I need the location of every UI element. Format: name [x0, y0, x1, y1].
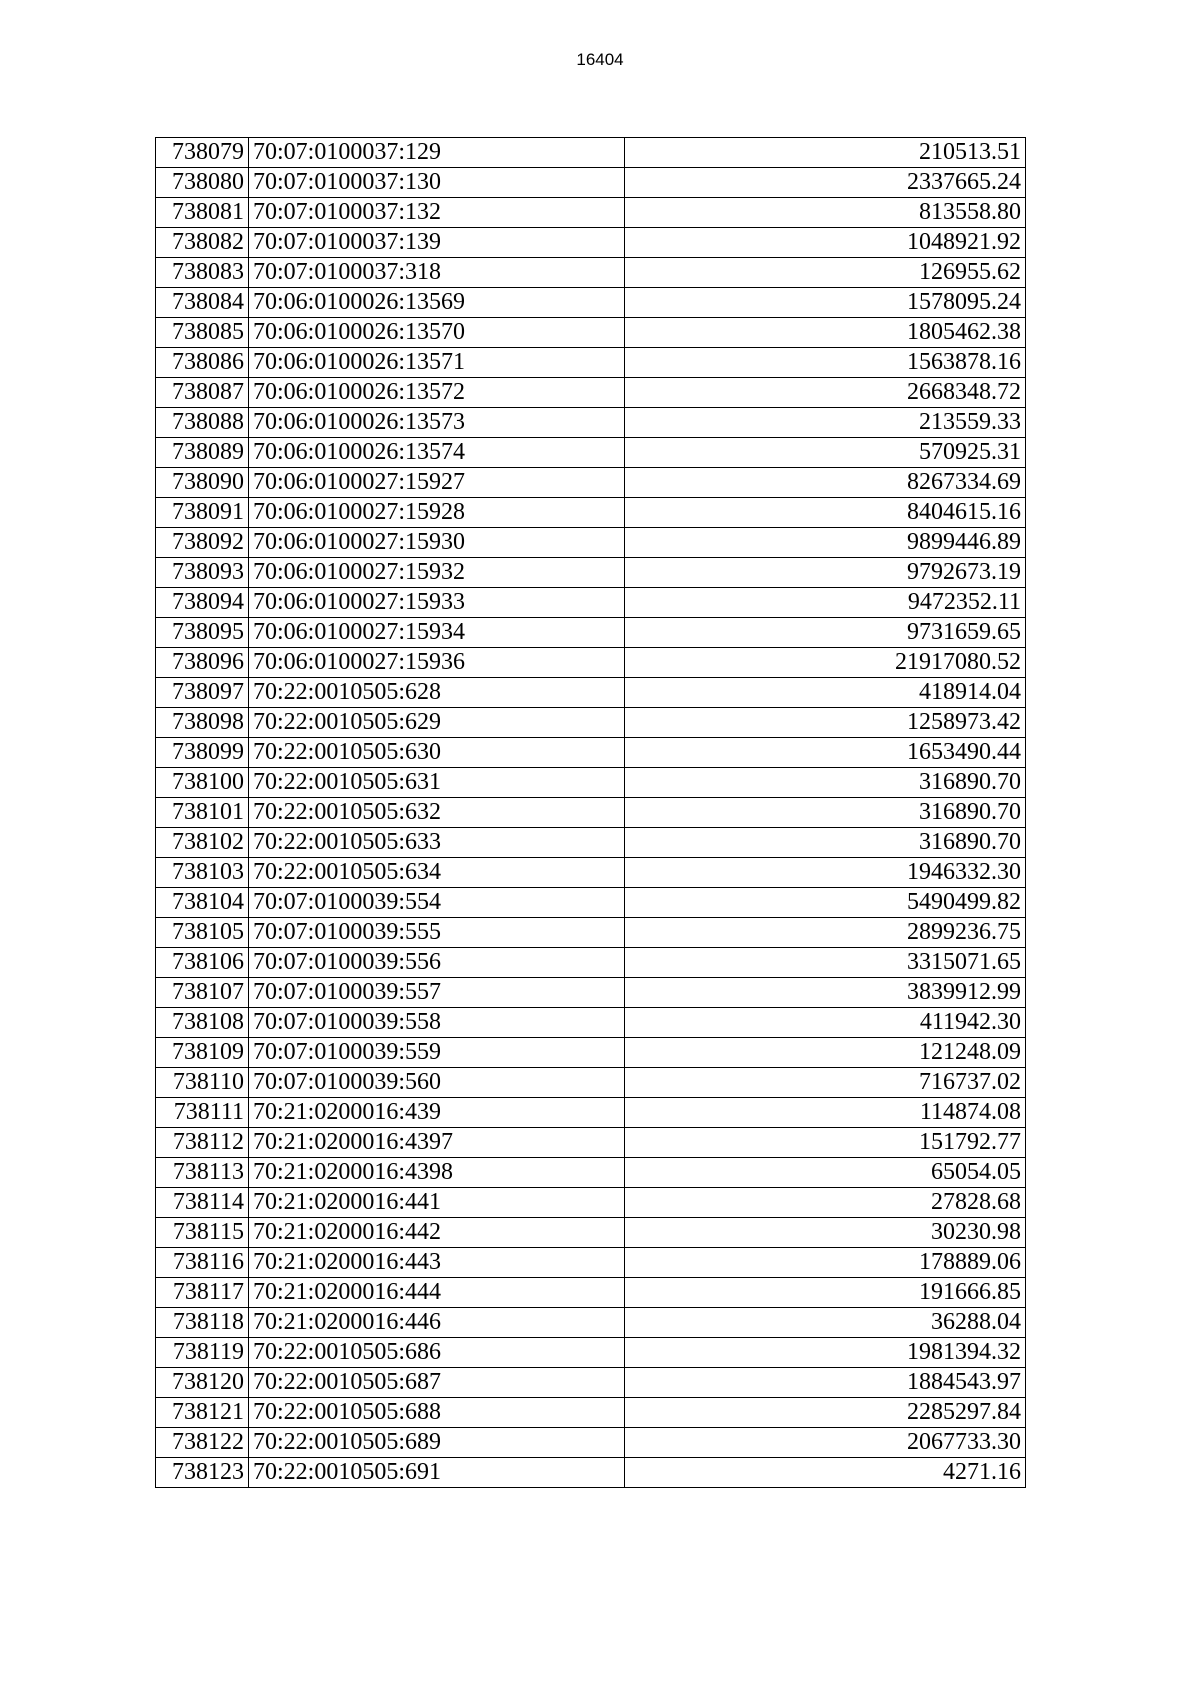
row-number-cell: 738123 [156, 1458, 249, 1488]
cadastral-number-cell: 70:06:0100027:15933 [249, 588, 625, 618]
table-row [156, 1248, 1026, 1278]
value-cell: 1805462.38 [625, 318, 1026, 348]
value-cell: 178889.06 [625, 1248, 1026, 1278]
row-number-cell: 738104 [156, 888, 249, 918]
row-number-cell: 738110 [156, 1068, 249, 1098]
table-row [156, 1218, 1026, 1248]
value-cell: 8267334.69 [625, 468, 1026, 498]
cadastral-number-cell: 70:06:0100026:13569 [249, 288, 625, 318]
page-number: 16404 [576, 50, 624, 69]
row-number-cell: 738099 [156, 738, 249, 768]
table-row [156, 1458, 1026, 1488]
cadastral-number-cell: 70:22:0010505:686 [249, 1338, 625, 1368]
row-number-cell: 738082 [156, 228, 249, 258]
value-cell: 9792673.19 [625, 558, 1026, 588]
value-cell: 4271.16 [625, 1458, 1026, 1488]
table-row [156, 1158, 1026, 1188]
row-number-cell: 738113 [156, 1158, 249, 1188]
value-cell: 418914.04 [625, 678, 1026, 708]
row-number-cell: 738112 [156, 1128, 249, 1158]
cadastral-number-cell: 70:22:0010505:691 [249, 1458, 625, 1488]
cadastral-value-table [155, 137, 1026, 1488]
value-cell: 1563878.16 [625, 348, 1026, 378]
value-cell: 2668348.72 [625, 378, 1026, 408]
cadastral-number-cell: 70:07:0100039:560 [249, 1068, 625, 1098]
table-row [156, 858, 1026, 888]
row-number-cell: 738084 [156, 288, 249, 318]
cadastral-number-cell: 70:06:0100027:15928 [249, 498, 625, 528]
table-row [156, 978, 1026, 1008]
table-row [156, 738, 1026, 768]
table-row [156, 678, 1026, 708]
value-cell: 3315071.65 [625, 948, 1026, 978]
table-row [156, 1128, 1026, 1158]
cadastral-number-cell: 70:22:0010505:631 [249, 768, 625, 798]
value-cell: 114874.08 [625, 1098, 1026, 1128]
table-row [156, 1368, 1026, 1398]
value-cell: 5490499.82 [625, 888, 1026, 918]
cadastral-number-cell: 70:21:0200016:446 [249, 1308, 625, 1338]
cadastral-number-cell: 70:07:0100039:556 [249, 948, 625, 978]
cadastral-number-cell: 70:22:0010505:689 [249, 1428, 625, 1458]
row-number-cell: 738114 [156, 1188, 249, 1218]
table-row [156, 1338, 1026, 1368]
cadastral-number-cell: 70:21:0200016:4397 [249, 1128, 625, 1158]
row-number-cell: 738122 [156, 1428, 249, 1458]
value-cell: 213559.33 [625, 408, 1026, 438]
value-cell: 1653490.44 [625, 738, 1026, 768]
value-cell: 1258973.42 [625, 708, 1026, 738]
cadastral-number-cell: 70:07:0100037:129 [249, 138, 625, 168]
row-number-cell: 738120 [156, 1368, 249, 1398]
row-number-cell: 738121 [156, 1398, 249, 1428]
value-cell: 9899446.89 [625, 528, 1026, 558]
cadastral-number-cell: 70:06:0100026:13572 [249, 378, 625, 408]
table-row [156, 1068, 1026, 1098]
cadastral-number-cell: 70:07:0100037:139 [249, 228, 625, 258]
cadastral-number-cell: 70:22:0010505:633 [249, 828, 625, 858]
table-row [156, 468, 1026, 498]
row-number-cell: 738079 [156, 138, 249, 168]
value-cell: 716737.02 [625, 1068, 1026, 1098]
value-cell: 8404615.16 [625, 498, 1026, 528]
table-row [156, 348, 1026, 378]
row-number-cell: 738102 [156, 828, 249, 858]
row-number-cell: 738096 [156, 648, 249, 678]
value-cell: 36288.04 [625, 1308, 1026, 1338]
row-number-cell: 738100 [156, 768, 249, 798]
table-row [156, 1278, 1026, 1308]
value-cell: 9731659.65 [625, 618, 1026, 648]
table-row [156, 168, 1026, 198]
table-row [156, 588, 1026, 618]
value-cell: 813558.80 [625, 198, 1026, 228]
table-row [156, 948, 1026, 978]
row-number-cell: 738094 [156, 588, 249, 618]
value-cell: 3839912.99 [625, 978, 1026, 1008]
row-number-cell: 738086 [156, 348, 249, 378]
table-row [156, 1428, 1026, 1458]
row-number-cell: 738108 [156, 1008, 249, 1038]
cadastral-number-cell: 70:07:0100037:318 [249, 258, 625, 288]
row-number-cell: 738107 [156, 978, 249, 1008]
row-number-cell: 738119 [156, 1338, 249, 1368]
cadastral-number-cell: 70:07:0100039:554 [249, 888, 625, 918]
cadastral-number-cell: 70:21:0200016:439 [249, 1098, 625, 1128]
value-cell: 27828.68 [625, 1188, 1026, 1218]
row-number-cell: 738081 [156, 198, 249, 228]
table-row [156, 648, 1026, 678]
value-cell: 316890.70 [625, 828, 1026, 858]
table-row [156, 378, 1026, 408]
row-number-cell: 738080 [156, 168, 249, 198]
cadastral-number-cell: 70:06:0100026:13574 [249, 438, 625, 468]
value-cell: 1884543.97 [625, 1368, 1026, 1398]
value-cell: 151792.77 [625, 1128, 1026, 1158]
table-row [156, 228, 1026, 258]
cadastral-number-cell: 70:21:0200016:441 [249, 1188, 625, 1218]
cadastral-number-cell: 70:06:0100027:15936 [249, 648, 625, 678]
row-number-cell: 738115 [156, 1218, 249, 1248]
table-row [156, 1398, 1026, 1428]
table-row [156, 438, 1026, 468]
row-number-cell: 738111 [156, 1098, 249, 1128]
row-number-cell: 738083 [156, 258, 249, 288]
table-row [156, 558, 1026, 588]
value-cell: 9472352.11 [625, 588, 1026, 618]
table-row [156, 288, 1026, 318]
table-row [156, 888, 1026, 918]
cadastral-number-cell: 70:07:0100037:130 [249, 168, 625, 198]
table-row [156, 708, 1026, 738]
row-number-cell: 738091 [156, 498, 249, 528]
cadastral-number-cell: 70:06:0100027:15930 [249, 528, 625, 558]
row-number-cell: 738090 [156, 468, 249, 498]
value-cell: 1946332.30 [625, 858, 1026, 888]
table-row [156, 798, 1026, 828]
value-cell: 2337665.24 [625, 168, 1026, 198]
cadastral-number-cell: 70:07:0100039:559 [249, 1038, 625, 1068]
row-number-cell: 738106 [156, 948, 249, 978]
value-cell: 210513.51 [625, 138, 1026, 168]
value-cell: 126955.62 [625, 258, 1026, 288]
table-row [156, 618, 1026, 648]
value-cell: 2899236.75 [625, 918, 1026, 948]
row-number-cell: 738089 [156, 438, 249, 468]
row-number-cell: 738097 [156, 678, 249, 708]
cadastral-number-cell: 70:06:0100027:15927 [249, 468, 625, 498]
table-row [156, 918, 1026, 948]
value-cell: 1048921.92 [625, 228, 1026, 258]
cadastral-number-cell: 70:06:0100026:13570 [249, 318, 625, 348]
cadastral-number-cell: 70:06:0100026:13571 [249, 348, 625, 378]
table-row [156, 1188, 1026, 1218]
table-row [156, 528, 1026, 558]
row-number-cell: 738109 [156, 1038, 249, 1068]
cadastral-number-cell: 70:21:0200016:444 [249, 1278, 625, 1308]
row-number-cell: 738105 [156, 918, 249, 948]
row-number-cell: 738098 [156, 708, 249, 738]
cadastral-number-cell: 70:06:0100026:13573 [249, 408, 625, 438]
row-number-cell: 738093 [156, 558, 249, 588]
value-cell: 121248.09 [625, 1038, 1026, 1068]
table-row [156, 198, 1026, 228]
cadastral-number-cell: 70:22:0010505:630 [249, 738, 625, 768]
table-row [156, 498, 1026, 528]
cadastral-number-cell: 70:21:0200016:442 [249, 1218, 625, 1248]
cadastral-number-cell: 70:07:0100039:557 [249, 978, 625, 1008]
cadastral-number-cell: 70:06:0100027:15934 [249, 618, 625, 648]
cadastral-number-cell: 70:21:0200016:443 [249, 1248, 625, 1278]
cadastral-number-cell: 70:22:0010505:629 [249, 708, 625, 738]
value-cell: 316890.70 [625, 798, 1026, 828]
value-cell: 2285297.84 [625, 1398, 1026, 1428]
row-number-cell: 738116 [156, 1248, 249, 1278]
table-row [156, 1008, 1026, 1038]
row-number-cell: 738085 [156, 318, 249, 348]
row-number-cell: 738087 [156, 378, 249, 408]
table-row [156, 768, 1026, 798]
table-row [156, 408, 1026, 438]
cadastral-number-cell: 70:07:0100039:558 [249, 1008, 625, 1038]
row-number-cell: 738103 [156, 858, 249, 888]
row-number-cell: 738101 [156, 798, 249, 828]
cadastral-number-cell: 70:22:0010505:634 [249, 858, 625, 888]
table-row [156, 258, 1026, 288]
row-number-cell: 738118 [156, 1308, 249, 1338]
table-row [156, 1308, 1026, 1338]
value-cell: 21917080.52 [625, 648, 1026, 678]
row-number-cell: 738092 [156, 528, 249, 558]
value-cell: 191666.85 [625, 1278, 1026, 1308]
cadastral-number-cell: 70:22:0010505:688 [249, 1398, 625, 1428]
table-row [156, 138, 1026, 168]
value-cell: 1981394.32 [625, 1338, 1026, 1368]
cadastral-number-cell: 70:07:0100039:555 [249, 918, 625, 948]
table-row [156, 828, 1026, 858]
value-cell: 1578095.24 [625, 288, 1026, 318]
value-cell: 316890.70 [625, 768, 1026, 798]
value-cell: 65054.05 [625, 1158, 1026, 1188]
value-cell: 570925.31 [625, 438, 1026, 468]
cadastral-number-cell: 70:07:0100037:132 [249, 198, 625, 228]
table-row [156, 1098, 1026, 1128]
value-cell: 2067733.30 [625, 1428, 1026, 1458]
row-number-cell: 738095 [156, 618, 249, 648]
cadastral-number-cell: 70:22:0010505:628 [249, 678, 625, 708]
table-row [156, 318, 1026, 348]
row-number-cell: 738088 [156, 408, 249, 438]
cadastral-number-cell: 70:21:0200016:4398 [249, 1158, 625, 1188]
cadastral-number-cell: 70:06:0100027:15932 [249, 558, 625, 588]
cadastral-number-cell: 70:22:0010505:687 [249, 1368, 625, 1398]
value-cell: 411942.30 [625, 1008, 1026, 1038]
row-number-cell: 738117 [156, 1278, 249, 1308]
table-row [156, 1038, 1026, 1068]
value-cell: 30230.98 [625, 1218, 1026, 1248]
cadastral-number-cell: 70:22:0010505:632 [249, 798, 625, 828]
table-body [156, 138, 1026, 1488]
